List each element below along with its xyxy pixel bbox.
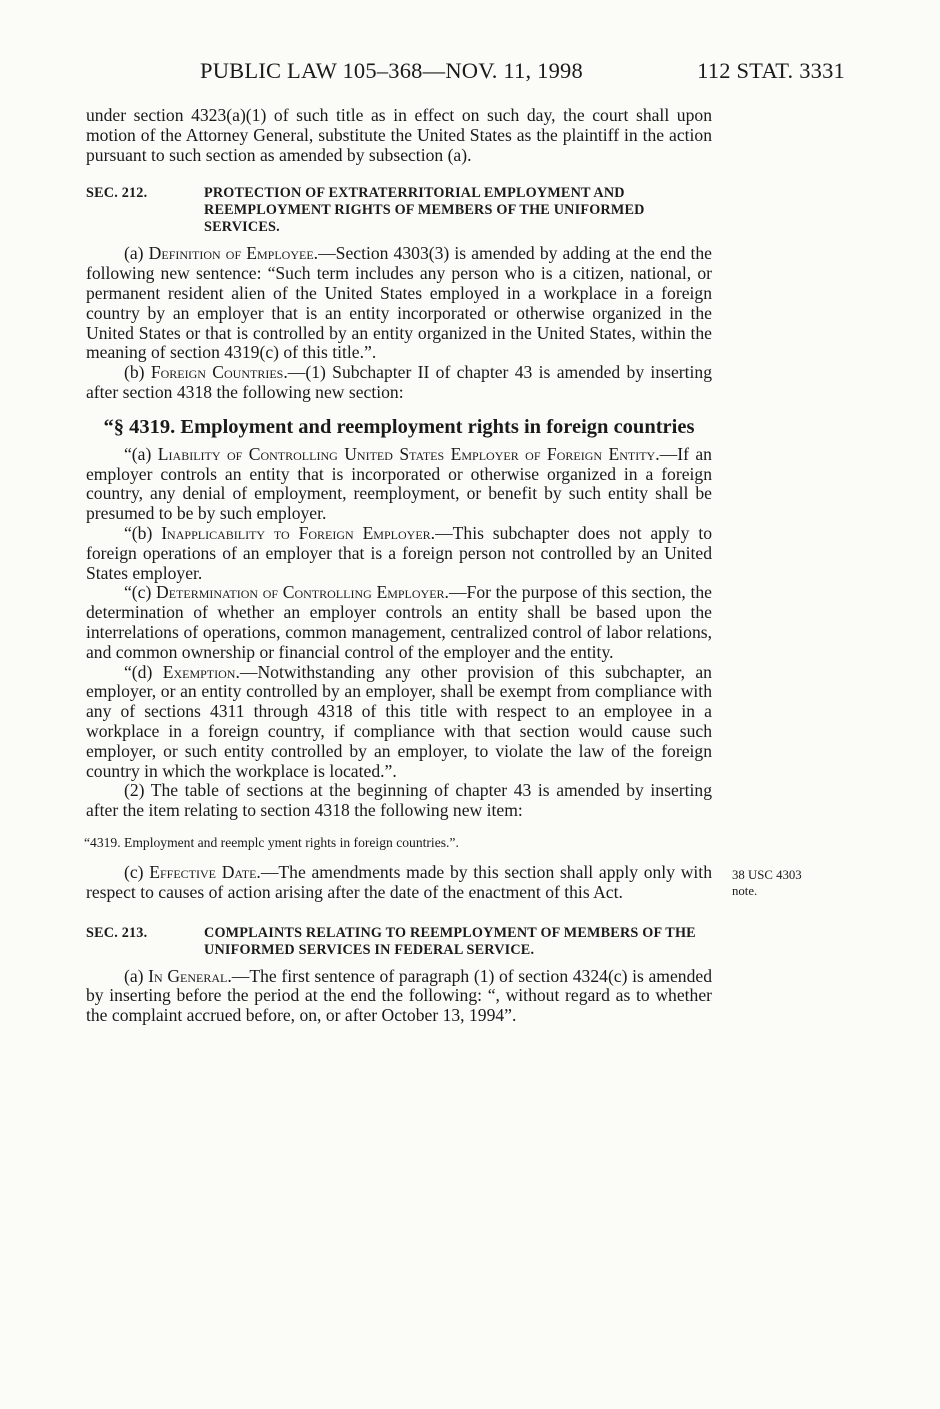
section-4319-subsection-c: [86, 583, 712, 662]
subsection-label: “(b): [124, 522, 162, 543]
subsection-b-paragraph-2: (2) The table of sections at the beginning of chapter 43 is amended by inserting after the item relating to section 4318 the following new item:: [86, 780, 712, 821]
section-4319-subsection-d: [86, 663, 712, 782]
section-212-title: PROTECTION OF EXTRATERRITORIAL EMPLOYMENT AND REEMPLOYMENT RIGHTS OF MEMBERS OF THE UNIFORMED SERVICES.: [204, 185, 645, 236]
subsection-text: —Notwithstanding any other provision of this subchapter, an employer, or an entity controlled by an employer, shall be exempt from compliance with any of sections 4311 through 4318 of this title with respect to an employee in a workplace in a foreign country, if compliance with that section would cause such employer, or such entity controlled by an employer, to violate the law of the foreign country in which the workplace is located.”.: [86, 661, 712, 781]
section-212-number: SEC. 212.: [86, 185, 148, 202]
subsection-c-wrapper: [86, 861, 802, 903]
subsection-text: —(1) Subchapter II of chapter 43 is amended by inserting after section 4318 the following new section:: [86, 362, 712, 402]
margin-note-label: note.: [732, 883, 758, 898]
subsection-text: —This subchapter does not apply to foreign operations of an employer that is a foreign person not controlled by an United States employer.: [86, 522, 713, 583]
subsection-heading: Exemption.: [162, 661, 240, 682]
section-213-heading: [86, 925, 712, 959]
subsection-text: —Section 4303(3) is amended by adding at the end the following new sentence: “Such term includes any person who is a citizen, national, or permanent resident alien of the United States employed in a workplace in a foreign country by an employer that is an entity incorporated or otherwise organized in the United States or that is controlled by an entity organized in the United States, within the meaning of section 4319(c) of this title.”.: [86, 243, 712, 363]
section-4319-subsection-a: [86, 445, 712, 524]
subsection-label: “(a): [124, 443, 158, 464]
subsection-label: (c): [124, 861, 150, 882]
subsection-c-effective-date: [86, 863, 712, 903]
running-head: [0, 58, 940, 90]
margin-note: [732, 867, 842, 899]
subsection-label: “(c): [124, 582, 157, 603]
subsection-text: —For the purpose of this section, the determination of whether an employer controls an entity shall be based upon the interrelations of operations, common management, centralized control of labor relations, and common ownership or financial control of the employer and the entity.: [86, 582, 712, 662]
public-law-citation: PUBLIC LAW 105–368—NOV. 11, 1998: [200, 58, 583, 83]
section-212-heading: [86, 185, 712, 236]
subsection-label: “(d): [124, 661, 163, 682]
subsection-heading: Inapplicability to Foreign Employer.: [161, 522, 436, 543]
section-4319-subsection-b: [86, 524, 712, 583]
subsection-text: —If an employer controls an entity that is incorporated or otherwise organized in a foreign country, any denial of employment, reemployment, or benefit by such entity shall be presumed to be by such employer.: [86, 443, 712, 524]
table-of-sections-item: “4319. Employment and reemplc yment rights in foreign countries.”.: [84, 834, 459, 850]
subsection-heading: Effective Date.: [149, 861, 261, 882]
subsection-b-foreign-countries: [86, 363, 712, 403]
section-213-title: COMPLAINTS RELATING TO REEMPLOYMENT OF MEMBERS OF THE UNIFORMED SERVICES IN FEDERAL SERVICE.: [204, 924, 696, 958]
subsection-heading: Foreign Countries.: [150, 362, 288, 383]
subsection-a-definition-of-employee: [86, 244, 712, 363]
section-213-subsection-a: [86, 967, 712, 1026]
section-4319-title: “§ 4319. Employment and reemployment rights in foreign countries: [103, 415, 695, 438]
margin-note-citation: 38 USC 4303: [732, 867, 802, 882]
section-213-number: SEC. 213.: [86, 924, 148, 941]
subsection-text: —The amendments made by this section shall apply only with respect to causes of action arising after the date of the enactment of this Act.: [86, 861, 712, 902]
document-body: [84, 105, 802, 1026]
subsection-label: (a): [124, 965, 149, 986]
subsection-label: (a): [124, 243, 149, 264]
subsection-text: —The first sentence of paragraph (1) of section 4324(c) is amended by inserting before the period at the end the following: “, without regard as to whether the complaint accrued before, on, or after October 13, 1994”.: [86, 965, 712, 1026]
subsection-heading: Definition of Employee.: [148, 243, 319, 264]
subsection-label: (b): [124, 362, 151, 383]
statute-page-number: 112 STAT. 3331: [697, 58, 845, 83]
subsection-heading: Determination of Controlling Employer.: [156, 582, 449, 603]
continued-paragraph: under section 4323(a)(1) of such title as in effect on such day, the court shall upon motion of the Attorney General, substitute the United States as the plaintiff in the action pursuant to such section as amended by subsection (a).: [86, 105, 712, 165]
subsection-heading: Liability of Controlling United States Employer of Foreign Entity.: [157, 443, 660, 464]
subsection-heading: In General.: [148, 965, 232, 986]
